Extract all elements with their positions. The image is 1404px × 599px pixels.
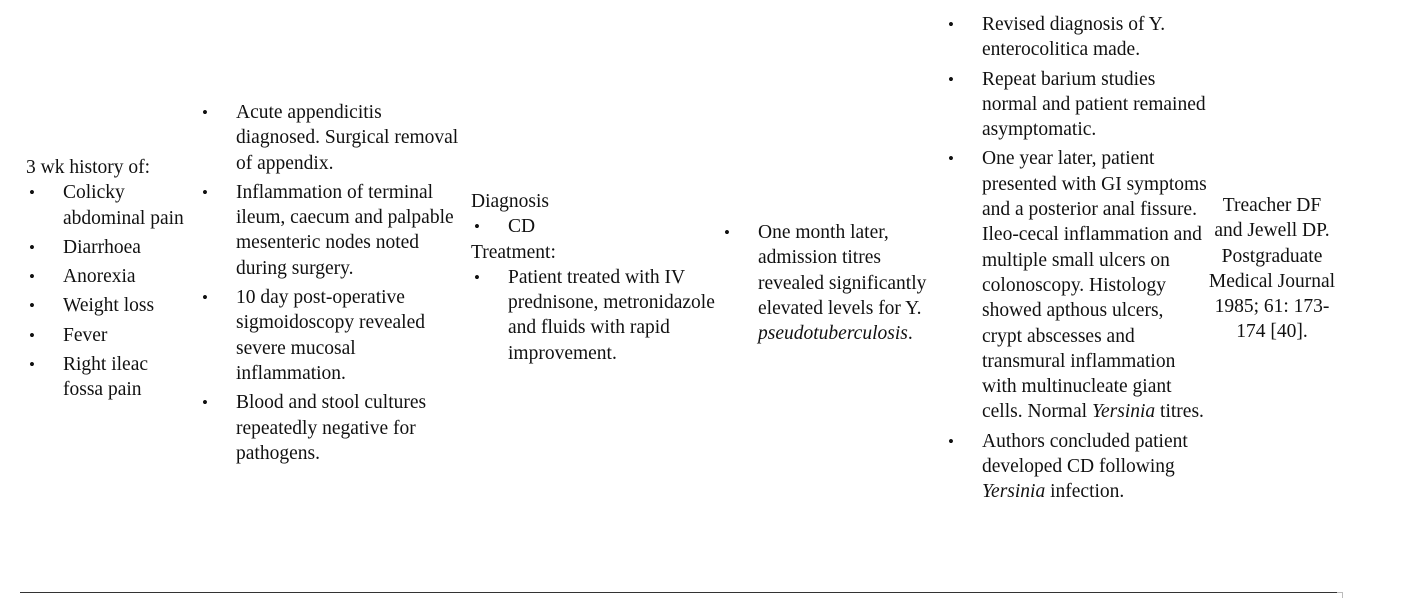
list-item: • Diarrhoea [26, 235, 186, 260]
bottom-rule [20, 592, 1338, 593]
surgery-list [199, 100, 461, 466]
bullet-icon: • [29, 183, 35, 203]
treatment-list [471, 265, 715, 366]
treatment-label: Treatment: [471, 241, 556, 263]
bullet-icon: • [948, 149, 954, 169]
bullet-icon: • [948, 431, 954, 451]
list-item: • Repeat barium studies normal and patient remained asymptomatic. [948, 68, 1206, 141]
bullet-icon: • [29, 296, 35, 316]
bullet-icon: • [474, 267, 480, 287]
list-item: • 10 day post-operative sigmoidoscopy revealed severe mucosal inflammation. [202, 287, 425, 384]
list-item: • Acute appendicitis diagnosed. Surgical removal of appendix. [202, 102, 459, 174]
list-item: • Colicky abdominal pain [29, 182, 184, 229]
diagnosis-label: Diagnosis [471, 191, 549, 212]
bullet-icon: • [202, 288, 208, 308]
list-item: • Authors concluded patient developed CD following Yersinia infection. [948, 430, 1188, 503]
bullet-icon: • [948, 69, 954, 89]
diagnosis-list [471, 214, 715, 239]
table-corner-mark [1337, 592, 1343, 598]
list-item: • One month later, admission titres revealed significantly elevated levels for Y. pseudotuberculosis. [724, 222, 927, 345]
bullet-icon: • [29, 237, 35, 257]
list-item: • One year later, patient presented with GI symptoms and a posterior anal fissure. Ileo-cecal inflammation and multiple small ulcers on colonoscopy. Histology showed apthous ulcers, crypt abscesses and transmural inflammation with multinucleate giant cells. Normal Yersinia titres. [948, 148, 1207, 423]
bullet-icon: • [948, 15, 954, 34]
list-item: • Blood and stool cultures repeatedly negative for pathogens. [202, 392, 427, 464]
followup-column [945, 12, 1207, 509]
symptoms-column [26, 155, 186, 407]
list-item: • Inflammation of terminal ileum, caecum and palpable mesenteric nodes noted during surgery. [202, 181, 454, 279]
surgery-column [199, 100, 461, 470]
list-item: • Fever [26, 323, 186, 348]
followup-list [945, 12, 1207, 505]
reference-column [1208, 193, 1336, 345]
bullet-icon: • [29, 325, 35, 345]
list-item: • Patient treated with IV prednisone, metronidazole and fluids with rapid improvement. [474, 266, 715, 364]
titres-list [721, 220, 943, 346]
bullet-icon: • [202, 393, 208, 413]
symptoms-heading: 3 wk history of: [26, 157, 151, 178]
list-item: • Right ileac fossa pain [29, 354, 149, 401]
bullet-icon: • [29, 355, 35, 375]
symptoms-list [26, 180, 186, 402]
bullet-icon: • [29, 267, 35, 287]
list-item: • Revised diagnosis of Y. enterocolitica made. [948, 14, 1166, 61]
titres-column [721, 220, 943, 350]
reference-citation: Treacher DF and Jewell DP. Postgraduate Medical Journal 1985; 61: 173-174 [40]. [1208, 195, 1336, 343]
bullet-icon: • [724, 223, 730, 242]
bullet-icon: • [202, 182, 208, 202]
diagnosis-column [471, 189, 715, 370]
list-item: • CD [471, 214, 715, 239]
bullet-icon: • [202, 103, 208, 122]
bullet-icon: • [474, 217, 480, 237]
list-item: • Anorexia [26, 264, 186, 289]
list-item: • Weight loss [26, 293, 186, 318]
